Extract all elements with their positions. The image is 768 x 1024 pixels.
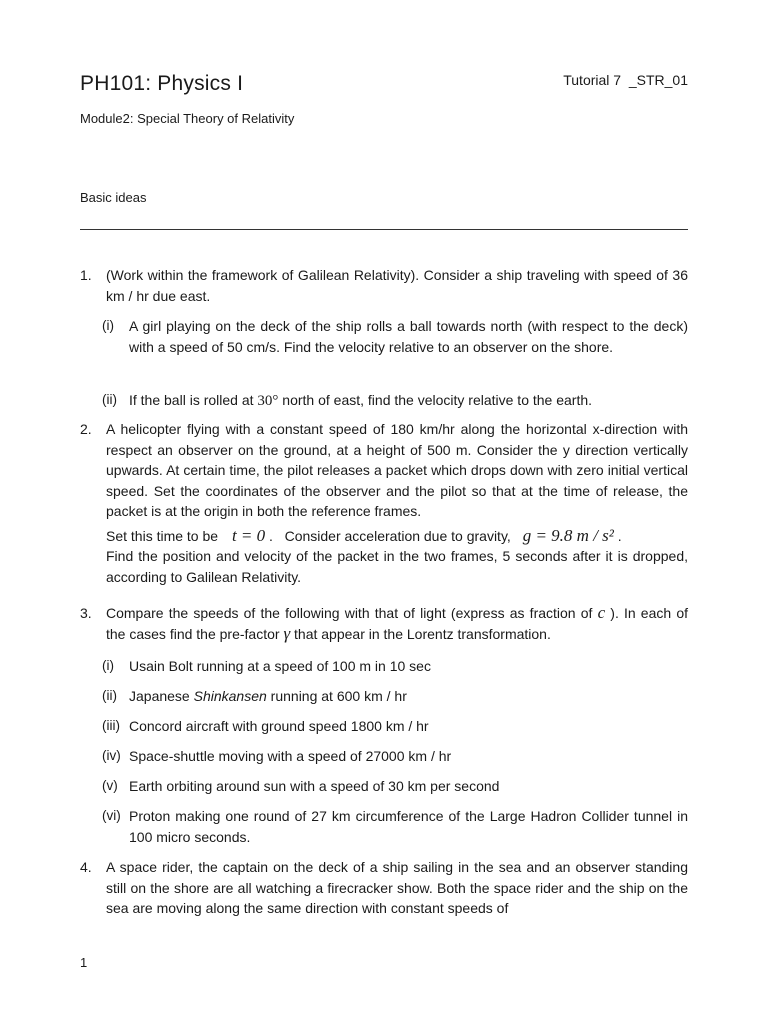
question-3-part-v <box>102 776 688 797</box>
question-number: 1. <box>80 267 92 283</box>
question-text-start: Compare the speeds of the following with that of light (express as fraction of <box>106 605 598 621</box>
question-3-part-vi <box>102 806 688 847</box>
question-number: 2. <box>80 421 92 437</box>
part-text: Earth orbiting around sun with a speed of 30 km per second <box>129 778 500 794</box>
tutorial-code: Tutorial 7 _STR_01 <box>563 72 688 88</box>
part-label: (vi) <box>102 808 121 823</box>
question-1-part-i <box>102 316 688 357</box>
question-1-part-ii <box>102 390 688 412</box>
c-symbol: c <box>597 603 606 622</box>
part-text <box>129 390 688 412</box>
question-text-continued: Find the position and velocity of the packet in the two frames, 5 seconds after it is dropped, according to Galilean Relativity. <box>106 548 688 585</box>
question-text <box>106 603 688 644</box>
angle-value: 30° <box>257 393 279 409</box>
question-number: 3. <box>80 605 92 621</box>
part-label: (iv) <box>102 748 121 763</box>
part-text: Proton making one round of 27 km circumference of the Large Hadron Collider tunnel in 100 micro seconds. <box>129 808 688 845</box>
gravity-equation: g = 9.8 m / s² <box>522 525 614 545</box>
question-text: A helicopter flying with a constant speed of 180 km/hr along the horizontal x-direction with respect an observer on the ground, at a height of 500 m. Consider the y direction vertically upwards. At certain time, the pilot releases a packet which drops down with zero initial vertical speed. Set the coordinates of the observer and the pilot so that at the time of release, the packet is at the origin in both the reference frames. <box>106 421 688 519</box>
question-text-equation-line: Set this time to be t = 0 . Consider acceleration due to gravity, g = 9.8 m / s² . <box>106 525 622 545</box>
question-1 <box>80 265 688 306</box>
part-label: (ii) <box>102 688 117 703</box>
part-text: Japanese Shinkansen running at 600 km / hr <box>129 688 407 704</box>
section-heading: Basic ideas <box>80 190 147 205</box>
horizontal-divider <box>80 229 688 230</box>
gravity-text: . Consider acceleration due to gravity, <box>265 527 515 544</box>
module-title: Module2: Special Theory of Relativity <box>80 111 295 126</box>
part-text: Space-shuttle moving with a speed of 27000 km / hr <box>129 748 452 764</box>
question-3 <box>80 603 688 644</box>
part-text: Usain Bolt running at a speed of 100 m in 10 sec <box>129 658 431 674</box>
question-3-part-ii <box>102 686 688 707</box>
question-4 <box>80 857 688 919</box>
question-3-part-i <box>102 656 688 677</box>
part-text-start: If the ball is rolled at <box>129 392 258 408</box>
part-text-end: north of east, find the velocity relative to the earth. <box>278 392 593 408</box>
part-label: (iii) <box>102 718 120 733</box>
gamma-symbol: γ <box>283 623 291 643</box>
course-title: PH101: Physics I <box>80 72 244 95</box>
part-label: (i) <box>102 318 114 333</box>
question-text-end: that appear in the Lorentz transformation. <box>290 625 551 642</box>
part-text: A girl playing on the deck of the ship rolls a ball towards north (with respect to the deck) with a speed of 50 cm/s. Find the velocity relative to an observer on the shore. <box>129 318 688 355</box>
italic-term: Shinkansen <box>193 688 267 704</box>
question-3-part-iv <box>102 746 688 767</box>
question-2 <box>80 419 688 587</box>
part-label: (i) <box>102 658 114 673</box>
question-text: A space rider, the captain on the deck of a ship sailing in the sea and an observer standing still on the shore are all watching a firecracker show. Both the space rider and the ship on the sea are moving along the same direction with constant speeds of <box>106 859 688 916</box>
question-number: 4. <box>80 859 92 875</box>
page-number: 1 <box>80 955 88 970</box>
question-text-middle: ). In each of the cases find the pre-factor <box>106 605 688 642</box>
time-equation: t = 0 <box>231 525 266 545</box>
question-3-part-iii <box>102 716 688 737</box>
question-text: (Work within the framework of Galilean Relativity). Consider a ship traveling with speed of 36 km / hr due east. <box>106 267 688 304</box>
part-label: (v) <box>102 778 118 793</box>
set-time-text: Set this time to be <box>106 527 222 544</box>
part-label: (ii) <box>102 392 117 407</box>
part-text: Concord aircraft with ground speed 1800 km / hr <box>129 718 429 734</box>
